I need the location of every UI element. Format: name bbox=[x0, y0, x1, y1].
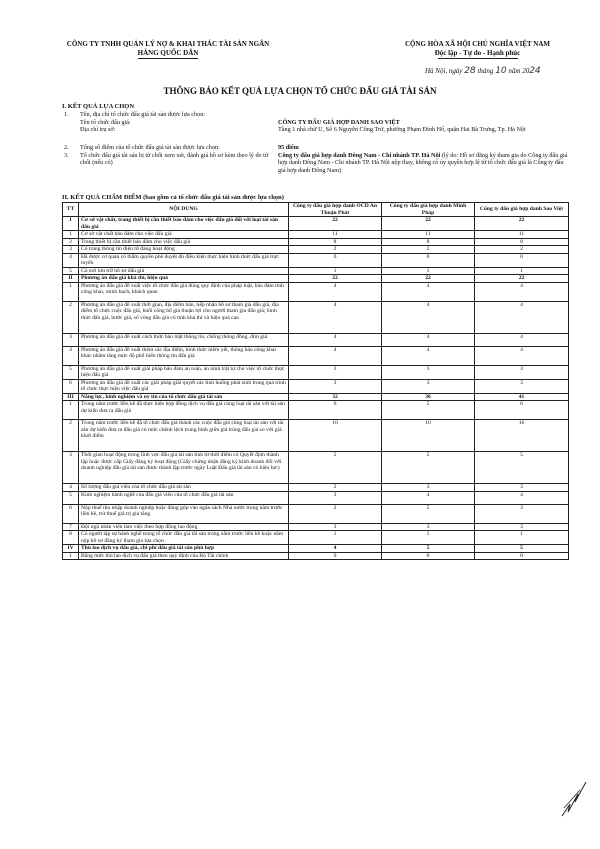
row-number: I bbox=[63, 217, 79, 231]
company-underline bbox=[138, 58, 198, 59]
row-number: 4 bbox=[63, 346, 79, 365]
score-org-c: 3 bbox=[475, 379, 569, 393]
score-org-c: 5 bbox=[475, 545, 569, 553]
row-content: Phương án đấu giá đề xuất thêm các địa điểm, hình thức niêm yết, thông báo công khai khác nhằm tăng mức độ phổ biến thông tin đấu giá bbox=[79, 346, 289, 365]
row-number: III bbox=[63, 393, 79, 401]
row-number: 2 bbox=[63, 238, 79, 246]
date-day: 28 bbox=[464, 66, 476, 76]
score-org-a: 5 bbox=[289, 452, 382, 484]
item3-label: Tổ chức đấu giá tài sản bị từ chối xem xét, đánh giá hồ sơ kèm theo lý do từ chối (nếu có) bbox=[80, 152, 269, 167]
row-content: Năng lực, kinh nghiệm và uy tín của tổ chức đấu giá tài sản bbox=[79, 393, 289, 401]
date-prefix: Hà Nội, ngày bbox=[425, 67, 463, 75]
score-org-b: 4 bbox=[382, 491, 475, 504]
score-org-c: 11 bbox=[475, 231, 569, 239]
score-org-b: 3 bbox=[382, 523, 475, 531]
score-org-a: 4 bbox=[289, 333, 382, 346]
row-content: Có trang thông tin điện tử đang hoạt động bbox=[79, 246, 289, 254]
score-org-b: 5 bbox=[382, 401, 475, 420]
row-content: Trong năm trước liền kề đã thực hiện hợp đồng dịch vụ đấu giá cùng loại tài sản với tài sản dự kiến đưa ra đấu giá bbox=[79, 401, 289, 420]
table-row bbox=[63, 282, 569, 301]
table-row bbox=[63, 246, 569, 254]
score-org-c: 41 bbox=[475, 393, 569, 401]
score-org-b: 2 bbox=[382, 246, 475, 254]
score-table-body bbox=[63, 217, 569, 560]
row-content: Nộp thuế thu nhập doanh nghiệp hoặc đóng góp vào ngân sách Nhà nước trong năm trước liền kề, trừ thuế giá trị gia tăng bbox=[79, 504, 289, 523]
score-org-a: 2 bbox=[289, 484, 382, 492]
score-org-c: 4 bbox=[475, 491, 569, 504]
score-org-a: 1 bbox=[289, 531, 382, 545]
row-content: Cơ sở vật chất bảo đảm cho việc đấu giá bbox=[79, 231, 289, 239]
score-org-c: 2 bbox=[475, 246, 569, 254]
row-content: Có nơi lưu trữ hồ sơ đấu giá bbox=[79, 267, 289, 275]
row-number: 4 bbox=[63, 484, 79, 492]
table-header-row bbox=[63, 203, 569, 217]
nation-name: CỘNG HÒA XÃ HỘI CHỦ NGHĨA VIỆT NAM bbox=[404, 40, 550, 48]
rejected-org: Công ty đấu giá hợp danh Đông Nam - Chi nhánh TP. Hà Nội bbox=[278, 152, 441, 159]
score-org-c: 0 bbox=[475, 253, 569, 267]
score-org-c: 3 bbox=[475, 365, 569, 379]
score-org-a: 2 bbox=[289, 504, 382, 523]
score-org-c: 0 bbox=[475, 552, 569, 560]
table-row bbox=[63, 301, 569, 333]
col-tt: TT bbox=[63, 203, 79, 217]
score-org-b: 4 bbox=[382, 346, 475, 365]
score-org-a: 0 bbox=[289, 253, 382, 267]
score-org-b: 1 bbox=[382, 267, 475, 275]
table-group-row bbox=[63, 217, 569, 231]
item2-num: 2. bbox=[64, 144, 69, 151]
row-content: Thù lao dịch vụ đấu giá, chi phí đấu giá tài sản phù hợp bbox=[79, 545, 289, 553]
score-org-b: 3 bbox=[382, 484, 475, 492]
row-number: 3 bbox=[63, 452, 79, 484]
table-row bbox=[63, 333, 569, 346]
score-org-a: 2 bbox=[289, 246, 382, 254]
date-month: 10 bbox=[495, 66, 507, 76]
score-org-a: 4 bbox=[289, 346, 382, 365]
row-content: Trang thiết bị cần thiết bảo đảm cho việc đấu giá bbox=[79, 238, 289, 246]
score-org-b: 4 bbox=[382, 333, 475, 346]
section2-note: (bao gồm cả tổ chức đấu giá tài sản được lựa chọn) bbox=[143, 194, 284, 201]
score-org-a: 22 bbox=[289, 217, 382, 231]
row-number: 2 bbox=[63, 420, 79, 452]
score-org-b: 36 bbox=[382, 393, 475, 401]
score-org-c: 22 bbox=[475, 217, 569, 231]
row-number: 6 bbox=[63, 379, 79, 393]
table-row bbox=[63, 420, 569, 452]
score-org-b: 5 bbox=[382, 545, 475, 553]
score-org-b: 5 bbox=[382, 504, 475, 523]
row-content: Phương án đấu giá đề xuất thời gian, địa điểm bán, tiếp nhận hồ sơ tham gia đấu giá, địa điểm tổ chức cuộc đấu giá, buổi công bố giá thuận lợi cho người tham gia đấu giá; hình thức đấu giá, bước giá, số vòng đấu giá có tính khả thi và hiệu quả cao bbox=[79, 301, 289, 333]
row-number: 2 bbox=[63, 301, 79, 333]
auction-org-name: CÔNG TY ĐẤU GIÁ HỢP DANH SAO VIỆT bbox=[278, 118, 400, 126]
row-content: Phương án đấu giá đề xuất các giải pháp giải quyết các tình huống phát sinh trong quá trình tổ chức thực hiện việc đấu giá bbox=[79, 379, 289, 393]
row-number: 3 bbox=[63, 246, 79, 254]
score-org-c: 3 bbox=[475, 504, 569, 523]
row-content: Phương án đấu giá đề xuất giải pháp bảo đảm an toàn, an ninh trật tự cho việc tổ chức thực hiện đấu giá bbox=[79, 365, 289, 379]
score-org-a: 11 bbox=[289, 231, 382, 239]
score-org-a: 0 bbox=[289, 552, 382, 560]
date-year-label: năm 20 bbox=[508, 67, 530, 75]
score-table bbox=[62, 202, 569, 560]
table-group-row bbox=[63, 545, 569, 553]
score-org-a: 1 bbox=[289, 267, 382, 275]
signature-mark bbox=[558, 742, 590, 822]
motto-underline bbox=[438, 58, 518, 59]
item3-num: 3. bbox=[64, 152, 69, 159]
score-org-a: 3 bbox=[289, 491, 382, 504]
col-org-a: Công ty đấu giá hợp danh OCD An Thuận Phát bbox=[289, 203, 382, 217]
score-org-b: 10 bbox=[382, 420, 475, 452]
score-org-c: 3 bbox=[475, 484, 569, 492]
company-name: CÔNG TY TNHH QUẢN LÝ NỢ & KHAI THÁC TÀI SẢN NGÂN HÀNG QUỐC DÂN bbox=[66, 40, 270, 57]
score-org-c: 4 bbox=[475, 333, 569, 346]
row-content: Đã được cơ quan có thẩm quyền phê duyệt đủ điều kiện thực hiện hình thức đấu giá trực tuyến bbox=[79, 253, 289, 267]
row-number: 1 bbox=[63, 401, 79, 420]
score-org-a: 22 bbox=[289, 275, 382, 283]
row-content: Phương án đấu giá đề xuất cách thức bảo mật thông tin, chống thông đồng, dìm giá bbox=[79, 333, 289, 346]
row-number: 7 bbox=[63, 523, 79, 531]
score-org-c: 8 bbox=[475, 238, 569, 246]
col-org-c: Công ty đấu giá hợp danh Sao Việt bbox=[475, 203, 569, 217]
score-org-b: 22 bbox=[382, 217, 475, 231]
score-org-b: 3 bbox=[382, 379, 475, 393]
row-number: 8 bbox=[63, 531, 79, 545]
score-org-a: 10 bbox=[289, 420, 382, 452]
table-row bbox=[63, 401, 569, 420]
table-row bbox=[63, 523, 569, 531]
row-content: Số lượng đấu giá viên của tổ chức đấu giá tài sản bbox=[79, 484, 289, 492]
row-content: Phương án đấu giá khả thi, hiệu quả bbox=[79, 275, 289, 283]
score-org-a: 4 bbox=[289, 545, 382, 553]
row-number: IV bbox=[63, 545, 79, 553]
rejection-reason: (lý do: Hồ sơ đăng ký tham gia do Công ty đấu giá hợp danh Đông Nam - Chi nhánh TP. Hà Nội nộp thay, không có ủy quyền hợp lệ từ tổ chức đấu giá là Công ty đấu giá hợp danh Đông Nam) bbox=[278, 152, 568, 174]
table-row bbox=[63, 531, 569, 545]
col-content: NỘI DUNG bbox=[79, 203, 289, 217]
table-row bbox=[63, 253, 569, 267]
table-group-row bbox=[63, 275, 569, 283]
row-content: Đội ngũ nhân viên làm việc theo hợp đồng lao động bbox=[79, 523, 289, 531]
row-number: 5 bbox=[63, 491, 79, 504]
score-org-b: 3 bbox=[382, 365, 475, 379]
date-year: 24 bbox=[529, 66, 541, 76]
company-header bbox=[58, 40, 278, 59]
score-org-a: 3 bbox=[289, 365, 382, 379]
score-org-a: 3 bbox=[289, 523, 382, 531]
score-org-a: 4 bbox=[289, 282, 382, 301]
table-row bbox=[63, 365, 569, 379]
score-org-c: 4 bbox=[475, 301, 569, 333]
nation-motto: Độc lập - Tự do - Hạnh phúc bbox=[434, 48, 521, 57]
score-org-c: 6 bbox=[475, 401, 569, 420]
col-org-b: Công ty đấu giá hợp danh Minh Pháp bbox=[382, 203, 475, 217]
item2-label: Tổng số điểm của tổ chức đấu giá tài sản được lựa chọn: bbox=[80, 144, 220, 151]
nation-header bbox=[390, 40, 565, 59]
score-org-a: 4 bbox=[289, 301, 382, 333]
row-number: 1 bbox=[63, 231, 79, 239]
row-content: Có người tập sự hành nghề trong tổ chức đấu giá tài sản trong năm trước liền kề hoặc năm nộp hồ sơ đăng ký tham gia lựa chọn bbox=[79, 531, 289, 545]
total-score: 95 điểm bbox=[278, 144, 299, 151]
table-row bbox=[63, 504, 569, 523]
table-row bbox=[63, 552, 569, 560]
score-org-c: 4 bbox=[475, 346, 569, 365]
table-row bbox=[63, 267, 569, 275]
score-org-b: 5 bbox=[382, 452, 475, 484]
item1-label: Tên, địa chỉ tổ chức đấu giá tài sản được lựa chọn: bbox=[80, 111, 206, 118]
score-org-b: 0 bbox=[382, 552, 475, 560]
row-content: Trong năm trước liền kề đã tổ chức đấu giá thành các cuộc đấu giá cùng loại tài sản với tài sản dự kiến đưa ra đấu giá có mức chênh lệch trung bình giữa giá trúng đấu giá so với giá khởi điểm bbox=[79, 420, 289, 452]
row-content: Bằng mức thù lao dịch vụ đấu giá theo quy định của Bộ Tài chính bbox=[79, 552, 289, 560]
score-org-c: 3 bbox=[475, 523, 569, 531]
score-org-c: 1 bbox=[475, 267, 569, 275]
score-org-a: 8 bbox=[289, 238, 382, 246]
table-row bbox=[63, 379, 569, 393]
row-content: Cơ sở vật chất, trang thiết bị cần thiết bảo đảm cho việc đấu giá đối với loại tài sản đấu giá bbox=[79, 217, 289, 231]
item1-num: 1. bbox=[64, 111, 69, 118]
rejection-note bbox=[278, 152, 568, 174]
score-org-a: 3 bbox=[289, 379, 382, 393]
row-content: Kinh nghiệm hành nghề của đấu giá viên của tổ chức đấu giá tài sản bbox=[79, 491, 289, 504]
score-org-b: 1 bbox=[382, 531, 475, 545]
document-title: THÔNG BÁO KẾT QUẢ LỰA CHỌN TỔ CHỨC ĐẤU GIÁ TÀI SẢN bbox=[163, 86, 437, 96]
table-row bbox=[63, 231, 569, 239]
table-row bbox=[63, 491, 569, 504]
score-org-b: 4 bbox=[382, 282, 475, 301]
score-org-c: 4 bbox=[475, 282, 569, 301]
table-row bbox=[63, 484, 569, 492]
score-org-a: 6 bbox=[289, 401, 382, 420]
row-number: 5 bbox=[63, 365, 79, 379]
address-value: Tầng 1 nhà chữ U, Số 6 Nguyễn Công Trứ, phường Phạm Đình Hổ, quận Hai Bà Trưng, Tp. Hà Nội bbox=[278, 126, 526, 133]
score-org-a: 32 bbox=[289, 393, 382, 401]
table-row bbox=[63, 238, 569, 246]
score-org-b: 0 bbox=[382, 253, 475, 267]
section2-heading bbox=[62, 194, 284, 201]
table-row bbox=[63, 346, 569, 365]
row-number: 5 bbox=[63, 267, 79, 275]
score-org-c: 1 bbox=[475, 531, 569, 545]
date-month-label: tháng bbox=[477, 67, 494, 75]
section1-heading: I. KẾT QUẢ LỰA CHỌN bbox=[62, 103, 135, 110]
score-org-c: 22 bbox=[475, 275, 569, 283]
row-number: 3 bbox=[63, 333, 79, 346]
row-number: 4 bbox=[63, 253, 79, 267]
score-org-b: 11 bbox=[382, 231, 475, 239]
score-org-c: 16 bbox=[475, 420, 569, 452]
auction-org-label: Tên tổ chức đấu giá: bbox=[80, 118, 131, 126]
address-label: Địa chỉ trụ sở: bbox=[80, 126, 116, 133]
score-org-b: 8 bbox=[382, 238, 475, 246]
row-content: Phương án đấu giá đề xuất việc tổ chức đấu giá đúng quy định của pháp luật, bảo đảm tính công khai, minh bạch, khách quan bbox=[79, 282, 289, 301]
row-number: 1 bbox=[63, 552, 79, 560]
section2-title: II. KẾT QUẢ CHẤM ĐIỂM bbox=[62, 194, 142, 201]
row-number: 1 bbox=[63, 282, 79, 301]
score-org-b: 22 bbox=[382, 275, 475, 283]
score-org-c: 5 bbox=[475, 452, 569, 484]
table-row bbox=[63, 452, 569, 484]
row-number: II bbox=[63, 275, 79, 283]
row-number: 6 bbox=[63, 504, 79, 523]
table-group-row bbox=[63, 393, 569, 401]
row-content: Thời gian hoạt động trong lĩnh vực đấu giá tài sản tính từ thời điểm có Quyết định thành lập hoặc được cấp Giấy đăng ký hoạt động (Giấy chứng nhận đăng ký kinh doanh đối với doanh nghiệp đấu giá tài sản được thành lập trước ngày Luật Đấu giá tài sản có hiệu lực) bbox=[79, 452, 289, 484]
document-date bbox=[425, 66, 541, 76]
score-org-b: 4 bbox=[382, 301, 475, 333]
